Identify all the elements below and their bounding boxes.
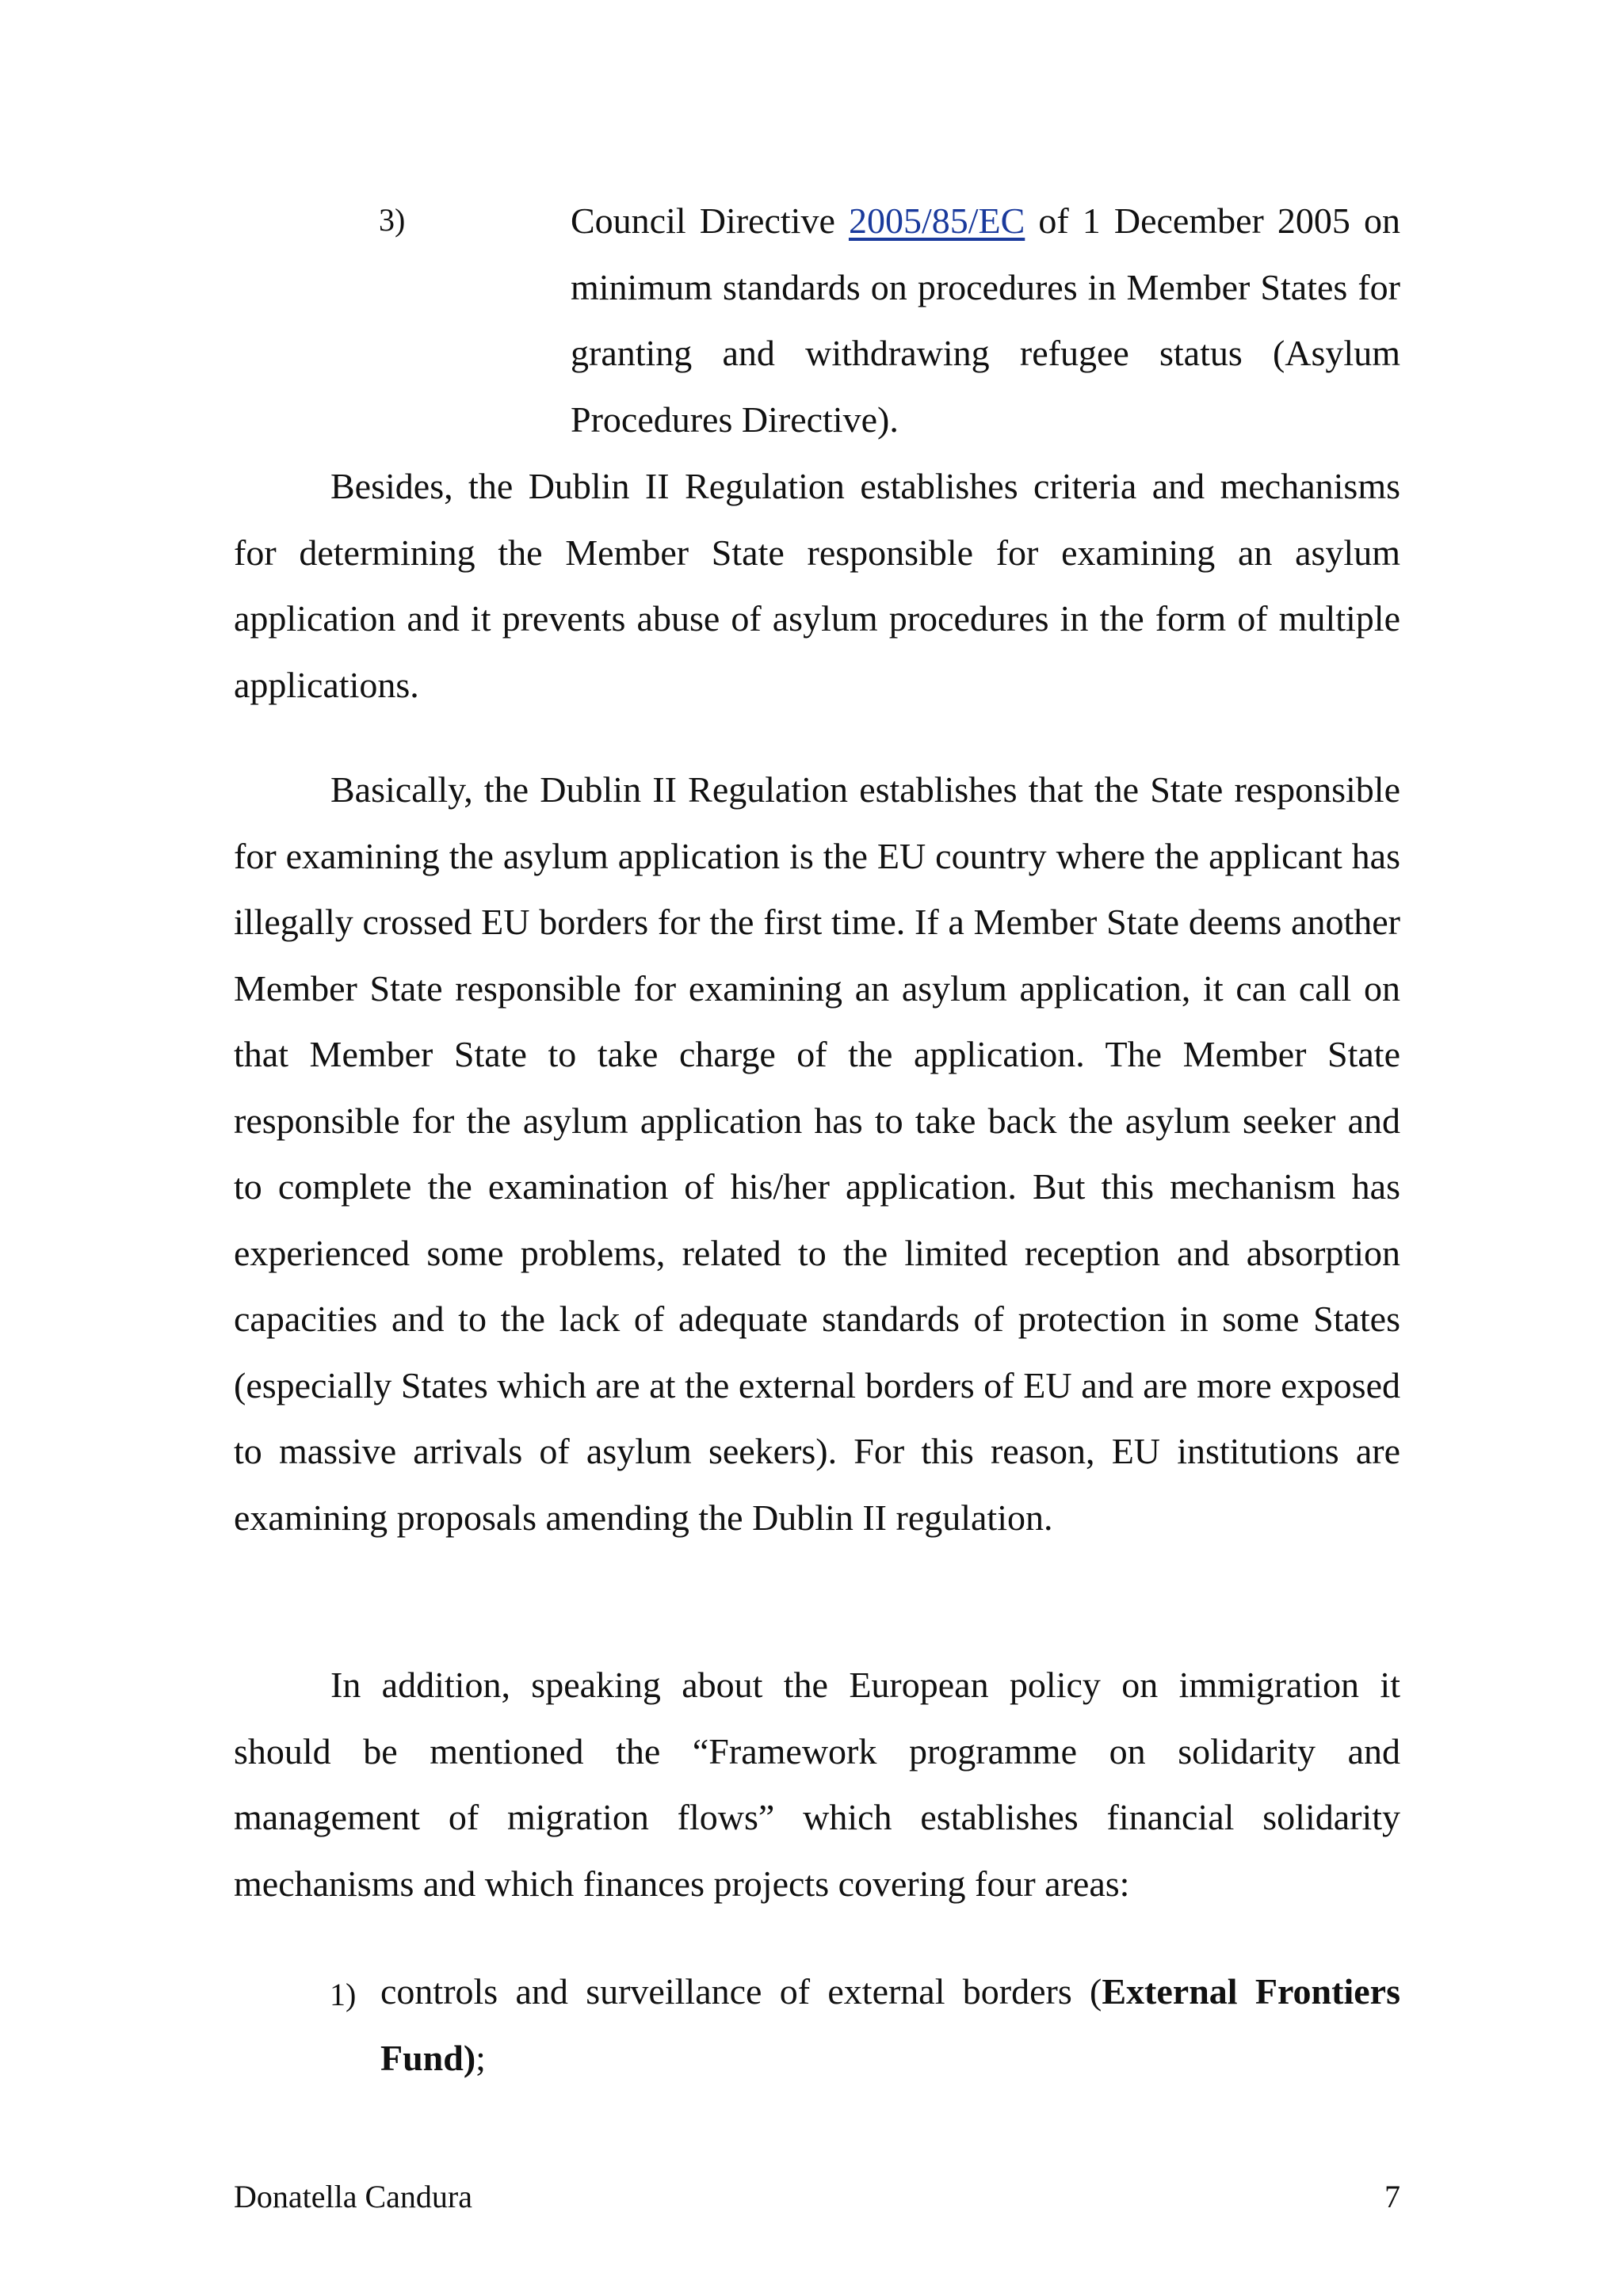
directive-text-before-link: Council Directive [571,200,849,241]
directive-link[interactable]: 2005/85/EC [848,200,1025,241]
list-item-1-text [380,1958,1400,2091]
list-item-1-text-before: controls and surveillance of external borders ( [380,1971,1102,2012]
footer-author: Donatella Candura [234,2179,472,2214]
directive-item-text [571,188,1400,452]
paragraph-dublin-mechanism: Basically, the Dublin II Regulation establishes that the State responsible for examining the asylum application is the EU country where the applicant has illegally crossed EU borders for the first time. If a Member State deems another Member State responsible for examining an asylum application, it can call on that Member State to take charge of the application. The Member State responsible for the asylum application has to take back the asylum seeker and to complete the examination of his/her application. But this mechanism has experienced some problems, related to the limited reception and absorption capacities and to the lack of adequate standards of protection in some States (especially States which are at the external borders of EU and are more exposed to massive arrivals of asylum seekers). For this reason, EU institutions are examining proposals amending the Dublin II regulation. [234,769,1400,1538]
list-item-1-bold: External Frontiers Fund) [380,1971,1400,2078]
list-item-1-text-after: ; [475,2037,486,2078]
paragraph-dublin-criteria: Besides, the Dublin II Regulation establishes criteria and mechanisms for determining the Member State responsible for examining an asylum application and it prevents abuse of asylum procedures in the form of multiple applications. [234,466,1400,705]
directive-text-after-link: of 1 December 2005 on minimum standards on procedures in Member States for granting and withdrawing refugee status (Asylum Procedures Directive). [571,200,1400,440]
list-item-1-number: 1) [330,1977,357,2012]
paragraph-framework-programme: In addition, speaking about the European policy on immigration it should be mentioned the “Framework programme on solidarity and management of migration flows” which establishes financial solidarity mechanisms and which finances projects covering four areas: [234,1665,1400,1904]
footer-page-number: 7 [1384,2179,1400,2214]
directive-item-number: 3) [379,202,406,238]
